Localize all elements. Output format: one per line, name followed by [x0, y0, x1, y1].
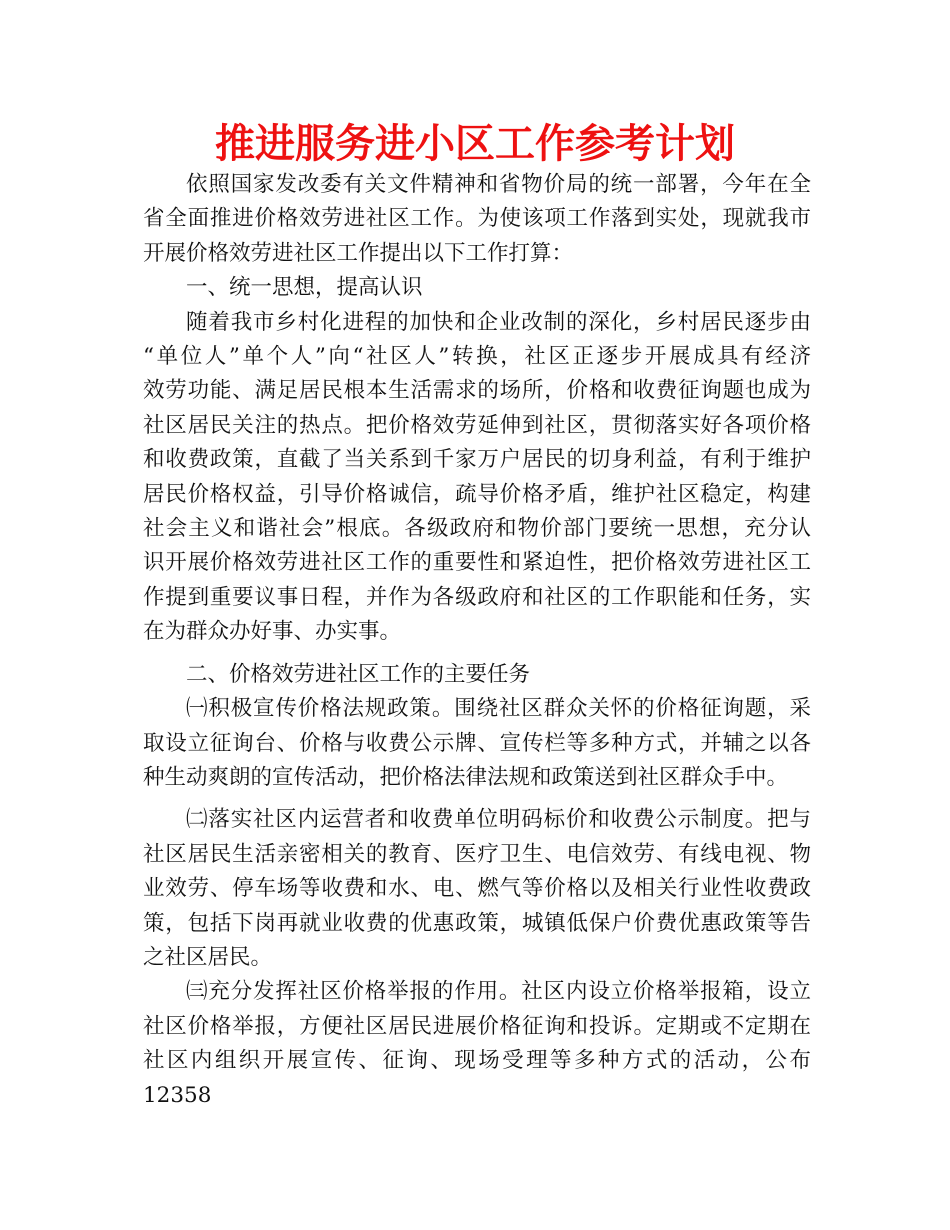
paragraph-line: 在为群众办好事、办实事。 [143, 619, 402, 645]
paragraph [143, 975, 811, 1113]
paragraph-line: 作提到重要议事日程，并作为各级政府和社区的工作职能和任务，实 [143, 584, 811, 610]
paragraph [143, 306, 811, 650]
paragraph-line: ㈡落实社区内运营者和收费单位明码标价和收费公示制度。把与 [186, 807, 811, 833]
paragraph [143, 692, 811, 795]
paragraph-line: 取设立征询台、价格与收费公示牌、宣传栏等多种方式，并辅之以各 [143, 730, 811, 756]
paragraph [143, 803, 811, 975]
paragraph-line: 随着我市乡村化进程的加快和企业改制的深化，乡村居民逐步由 [186, 309, 811, 335]
paragraph-line: 之社区居民。 [143, 944, 273, 970]
paragraph-line: 社区内组织开展宣传、征询、现场受理等多种方式的活动，公布 12358 [143, 1048, 811, 1108]
paragraph-line: 种生动爽朗的宣传活动，把价格法律法规和政策送到社区群众手中。 [143, 764, 789, 790]
document-body [143, 168, 811, 1113]
paragraph-line: “单位人”单个人”向“社区人”转换，社区正逐步开展成具有经济 [143, 344, 811, 370]
paragraph-line: 识开展价格效劳进社区工作的重要性和紧迫性，把价格效劳进社区工 [143, 550, 811, 576]
paragraph [143, 271, 811, 305]
paragraph-line: 社区居民关注的热点。把价格效劳延伸到社区，贯彻落实好各项价格 [143, 412, 811, 438]
paragraph [143, 658, 811, 692]
paragraph-line: 依照国家发改委有关文件精神和省物价局的统一部署，今年在全 [186, 172, 811, 197]
paragraph-line: 策，包括下岗再就业收费的优惠政策，城镇低保户价费优惠政策等告 [143, 910, 811, 936]
paragraph-line: 业效劳、停车场等收费和水、电、燃气等价格以及相关行业性收费政 [143, 876, 811, 902]
paragraph-line: 社区价格举报，方便社区居民进展价格征询和投诉。定期或不定期在 [143, 1013, 811, 1039]
paragraph-line: 二、价格效劳进社区工作的主要任务 [186, 661, 531, 687]
paragraph-line: ㈢充分发挥社区价格举报的作用。社区内设立价格举报箱，设立 [186, 979, 811, 1005]
paragraph-line: 开展价格效劳进社区工作提出以下工作打算： [143, 240, 574, 266]
paragraph [143, 168, 811, 271]
paragraph-line: ㈠积极宣传价格法规政策。围绕社区群众关怀的价格征询题，采 [186, 696, 811, 722]
paragraph-line: 和收费政策，直截了当关系到千家万户居民的切身利益，有利于维护 [143, 447, 811, 473]
paragraph-line: 效劳功能、满足居民根本生活需求的场所，价格和收费征询题也成为 [143, 378, 811, 404]
document-title: 推进服务进小区工作参考计划 [215, 121, 735, 167]
paragraph-line: 省全面推进价格效劳进社区工作。为使该项工作落到实处，现就我市 [143, 206, 811, 232]
paragraph-line: 一、统一思想，提高认识 [186, 275, 423, 301]
paragraph-line: 社会主义和谐社会”根底。各级政府和物价部门要统一思想，充分认 [143, 516, 811, 542]
paragraph-line: 社区居民生活亲密相关的教育、医疗卫生、电信效劳、有线电视、物 [143, 841, 811, 867]
paragraph-line: 居民价格权益，引导价格诚信，疏导价格矛盾，维护社区稳定，构建 [143, 481, 811, 507]
